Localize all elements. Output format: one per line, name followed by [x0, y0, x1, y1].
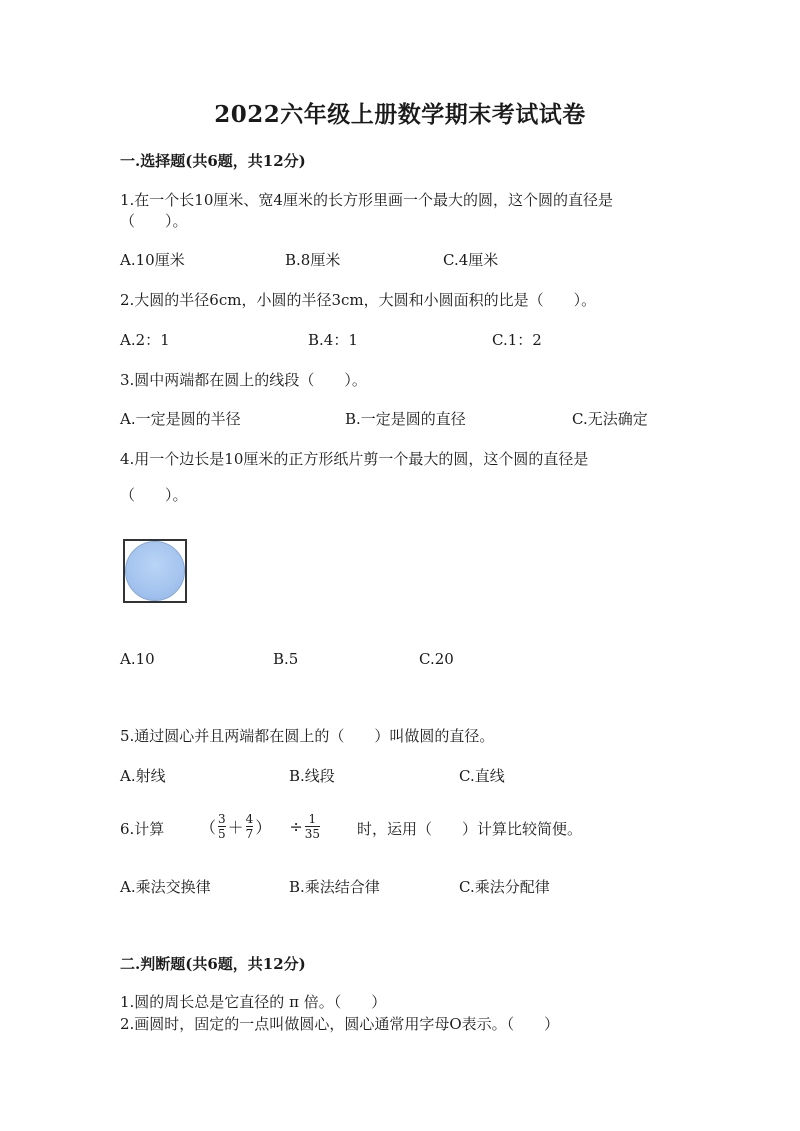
plus-sign: ＋	[227, 818, 244, 837]
inscribed-circle-figure	[125, 541, 185, 601]
question-5-option-b: B.线段	[289, 767, 335, 785]
fraction-numerator: 1	[308, 812, 317, 826]
question-2-option-b: B.4：1	[308, 331, 358, 349]
question-2-text: 2.大圆的半径6cm，小圆的半径3cm，大圆和小圆面积的比是（ ）。	[120, 291, 597, 309]
judgment-1-text: 1.圆的周长总是它直径的 π 倍。（ ）	[120, 993, 387, 1011]
fraction-1-35	[305, 812, 320, 841]
question-6-prefix: 6.计算	[120, 820, 165, 838]
square-figure	[123, 539, 187, 603]
question-5-option-c: C.直线	[459, 767, 505, 785]
question-3-text: 3.圆中两端都在圆上的线段（ ）。	[120, 371, 367, 389]
question-2-option-c: C.1：2	[492, 331, 542, 349]
fraction-numerator: 4	[245, 812, 254, 826]
question-3-option-b: B.一定是圆的直径	[345, 410, 466, 428]
question-1-line-1: 1.在一个长10厘米、宽4厘米的长方形里画一个最大的圆，这个圆的直径是	[120, 191, 613, 209]
question-4-option-a: A.10	[120, 650, 155, 668]
question-3-option-a: A.一定是圆的半径	[120, 410, 241, 428]
section-heading-choice: 一.选择题(共6题，共12分)	[120, 152, 306, 170]
right-paren: ）	[255, 818, 272, 837]
question-6-suffix: 时，运用（ ）计算比较简便。	[357, 820, 583, 838]
page-title: 2022六年级上册数学期末考试试卷	[214, 101, 586, 128]
fraction-denominator: 5	[218, 827, 226, 841]
question-3-option-c: C.无法确定	[572, 410, 648, 428]
math-expression	[200, 812, 320, 841]
fraction-4-7	[246, 812, 254, 841]
question-5-option-a: A.射线	[120, 767, 166, 785]
question-1-option-c: C.4厘米	[443, 251, 499, 269]
question-2-option-a: A.2：1	[120, 331, 170, 349]
question-1-option-b: B.8厘米	[285, 251, 341, 269]
fraction-denominator: 35	[304, 827, 321, 841]
question-5-text: 5.通过圆心并且两端都在圆上的（ ）叫做圆的直径。	[120, 727, 495, 745]
question-4-line-1: 4.用一个边长是10厘米的正方形纸片剪一个最大的圆，这个圆的直径是	[120, 450, 589, 468]
question-1-line-2: （ ）。	[120, 212, 188, 230]
fraction-3-5	[218, 812, 226, 841]
fraction-numerator: 3	[218, 812, 226, 826]
left-paren: （	[200, 818, 217, 837]
question-4-option-b: B.5	[273, 650, 299, 668]
question-4-line-2: （ ）。	[120, 486, 188, 504]
judgment-2-text: 2.画圆时，固定的一点叫做圆心，圆心通常用字母O表示。（ ）	[120, 1015, 560, 1033]
question-4-option-c: C.20	[419, 650, 454, 668]
section-heading-judgment: 二.判断题(共6题，共12分)	[120, 955, 306, 973]
question-1-option-a: A.10厘米	[120, 251, 185, 269]
question-6-option-c: C.乘法分配律	[459, 878, 550, 896]
fraction-denominator: 7	[245, 827, 254, 841]
divide-sign: ÷	[289, 817, 303, 836]
question-6-option-b: B.乘法结合律	[289, 878, 380, 896]
question-6-option-a: A.乘法交换律	[120, 878, 211, 896]
